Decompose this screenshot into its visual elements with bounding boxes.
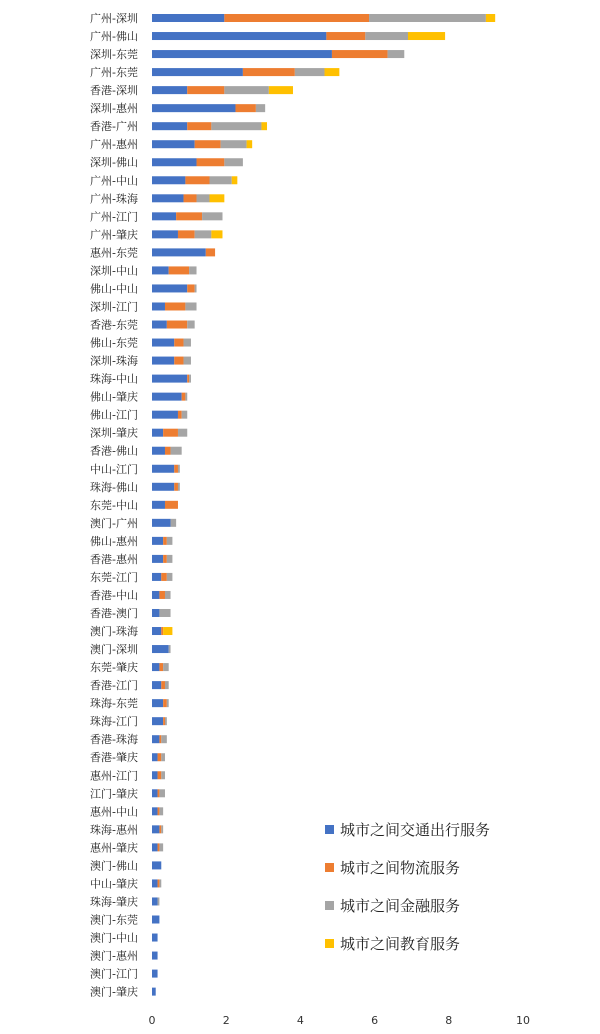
category-label: 广州-深圳	[90, 12, 138, 25]
category-label: 广州-佛山	[90, 30, 138, 44]
category-label: 佛山-惠州	[90, 534, 138, 548]
bar-segment-series-2	[195, 140, 221, 148]
bar-segment-series-1	[152, 897, 158, 905]
bar-segment-series-4	[210, 194, 225, 202]
bar-segment-series-2	[158, 771, 162, 779]
legend-label: 城市之间教育服务	[340, 935, 461, 953]
legend-label: 城市之间金融服务	[340, 897, 461, 915]
category-label: 澳门-东莞	[90, 913, 138, 927]
bar-segment-series-2	[178, 411, 182, 419]
bar-segment-series-3	[159, 789, 165, 797]
bar-segment-series-3	[171, 519, 177, 527]
category-label: 东莞-肇庆	[90, 661, 138, 675]
category-label: 澳门-广州	[90, 516, 138, 530]
bar-segment-series-1	[152, 176, 185, 184]
bar-segment-series-1	[152, 988, 156, 996]
category-label: 澳门-深圳	[90, 643, 138, 657]
bar-segment-series-1	[152, 699, 163, 707]
category-label: 深圳-东莞	[90, 48, 138, 62]
category-label: 澳门-珠海	[90, 625, 138, 639]
legend	[325, 821, 490, 953]
bar-segment-series-2	[187, 122, 211, 130]
bar-segment-series-3	[195, 284, 197, 292]
bar-segment-series-3	[178, 429, 187, 437]
category-label: 深圳-江门	[90, 300, 138, 314]
bar-segment-series-3	[197, 194, 210, 202]
bar-segment-series-2	[158, 843, 160, 851]
bar-segment-series-1	[152, 807, 158, 815]
bar-segment-series-1	[152, 429, 163, 437]
bar-segment-series-1	[152, 122, 187, 130]
bar-segment-series-1	[152, 519, 171, 527]
bar-segment-series-2	[163, 537, 167, 545]
bar-segment-series-2	[174, 465, 178, 473]
bar-segment-series-3	[388, 50, 405, 58]
bar-segment-series-3	[159, 879, 161, 887]
bar-segment-series-3	[169, 645, 171, 653]
category-label: 深圳-珠海	[90, 354, 138, 368]
legend-swatch	[325, 863, 334, 872]
category-label: 惠州-江门	[90, 769, 138, 783]
bar-segment-series-4	[269, 86, 293, 94]
category-label: 珠海-中山	[90, 372, 138, 386]
category-label: 香港-佛山	[90, 444, 138, 458]
bar-segment-series-4	[163, 627, 172, 635]
bar-segment-series-1	[152, 843, 158, 851]
bar-segment-series-2	[161, 681, 165, 689]
category-label: 深圳-中山	[90, 264, 138, 278]
bar-segment-series-4	[261, 122, 267, 130]
bar-segment-series-1	[152, 68, 243, 76]
category-label: 中山-肇庆	[90, 877, 138, 891]
bar-segment-series-2	[159, 663, 163, 671]
bar-segment-series-3	[159, 609, 170, 617]
category-label: 广州-江门	[90, 210, 138, 224]
category-label: 珠海-东莞	[90, 697, 138, 711]
bar-segment-series-1	[152, 555, 163, 563]
bar-segment-series-1	[152, 104, 235, 112]
bar-segment-series-2	[185, 176, 209, 184]
bar-segment-series-1	[152, 302, 165, 310]
category-label: 香港-肇庆	[90, 751, 138, 765]
bar-segment-series-1	[152, 357, 174, 365]
category-label: 广州-珠海	[90, 192, 138, 206]
category-label: 珠海-佛山	[90, 480, 138, 494]
category-label: 惠州-中山	[90, 805, 138, 819]
bar-segment-series-3	[184, 357, 191, 365]
bar-segment-series-1	[152, 825, 159, 833]
bar-segment-series-1	[152, 771, 158, 779]
bar-segment-series-1	[152, 32, 326, 40]
bar-segment-series-2	[332, 50, 388, 58]
bar-segment-series-1	[152, 158, 197, 166]
bar-segment-series-3	[165, 681, 169, 689]
bar-segment-series-2	[197, 158, 225, 166]
bar-segment-series-2	[161, 627, 163, 635]
category-label: 佛山-中山	[90, 282, 138, 296]
bar-segment-series-1	[152, 861, 161, 869]
bar-segment-series-1	[152, 284, 187, 292]
bar-segment-series-3	[165, 591, 171, 599]
bar-segment-series-3	[161, 735, 167, 743]
category-label: 佛山-江门	[90, 408, 138, 422]
category-label: 香港-中山	[90, 588, 138, 602]
bar-segment-series-1	[152, 916, 159, 924]
bar-segment-series-1	[152, 735, 159, 743]
bar-segment-series-2	[163, 699, 167, 707]
bar-segment-series-1	[152, 573, 161, 581]
category-label: 香港-广州	[90, 120, 138, 134]
bar-segment-series-3	[189, 266, 196, 274]
bar-segment-series-1	[152, 140, 195, 148]
bar-segment-series-3	[224, 86, 269, 94]
bar-segment-series-4	[325, 68, 340, 76]
bars-layer	[152, 14, 495, 996]
category-label: 东莞-中山	[90, 498, 138, 512]
bar-segment-series-3	[365, 32, 408, 40]
bar-segment-series-2	[158, 753, 162, 761]
bar-segment-series-2	[187, 375, 189, 383]
category-label: 香港-惠州	[90, 552, 138, 566]
bar-segment-series-3	[167, 699, 169, 707]
bar-segment-series-2	[158, 879, 160, 887]
bar-segment-series-2	[243, 68, 295, 76]
x-tick-label: 8	[445, 1014, 453, 1027]
bar-segment-series-2	[159, 591, 165, 599]
bar-segment-series-2	[159, 825, 161, 833]
bar-segment-series-2	[176, 212, 202, 220]
bar-segment-series-2	[326, 32, 365, 40]
bar-segment-series-1	[152, 411, 178, 419]
category-label: 广州-东莞	[90, 66, 138, 80]
bar-segment-series-2	[161, 573, 167, 581]
bar-segment-series-3	[224, 158, 243, 166]
bar-segment-series-1	[152, 970, 158, 978]
bar-segment-series-2	[184, 194, 197, 202]
category-label: 澳门-肇庆	[90, 985, 138, 999]
bar-segment-series-2	[165, 302, 185, 310]
category-label: 香港-江门	[90, 679, 138, 693]
category-label: 广州-惠州	[90, 138, 138, 152]
bar-segment-series-1	[152, 230, 178, 238]
category-label: 珠海-惠州	[90, 823, 138, 837]
bar-segment-series-2	[187, 86, 224, 94]
bar-segment-series-3	[187, 321, 194, 329]
bar-segment-series-1	[152, 952, 158, 960]
bar-segment-series-3	[167, 537, 173, 545]
category-label: 澳门-中山	[90, 931, 138, 945]
bar-segment-series-1	[152, 465, 174, 473]
bar-segment-series-2	[206, 248, 215, 256]
bar-segment-series-2	[163, 717, 165, 725]
bar-segment-series-2	[174, 357, 183, 365]
bar-segment-series-4	[232, 176, 238, 184]
legend-swatch	[325, 825, 334, 834]
bar-segment-series-3	[182, 411, 188, 419]
category-label: 惠州-东莞	[90, 246, 138, 260]
x-tick-label: 6	[371, 1014, 379, 1027]
legend-swatch	[325, 901, 334, 910]
bar-segment-series-2	[167, 321, 187, 329]
bar-segment-series-3	[165, 717, 167, 725]
category-label: 东莞-江门	[90, 570, 138, 584]
bar-segment-series-4	[211, 230, 222, 238]
bar-segment-series-3	[158, 897, 160, 905]
bar-segment-series-3	[185, 393, 187, 401]
category-label: 香港-珠海	[90, 733, 138, 747]
category-label: 澳门-佛山	[90, 859, 138, 873]
bar-segment-series-3	[178, 483, 180, 491]
bar-segment-series-3	[159, 807, 163, 815]
category-label: 江门-肇庆	[90, 787, 138, 801]
category-label: 澳门-惠州	[90, 949, 138, 963]
bar-segment-series-1	[152, 663, 159, 671]
bar-segment-series-2	[224, 14, 369, 22]
bar-segment-series-1	[152, 212, 176, 220]
category-label: 广州-中山	[90, 174, 138, 188]
category-label: 澳门-江门	[90, 967, 138, 981]
bar-segment-series-3	[221, 140, 247, 148]
bar-segment-series-3	[161, 771, 165, 779]
bar-segment-series-1	[152, 86, 187, 94]
category-label: 香港-东莞	[90, 318, 138, 332]
legend-swatch	[325, 939, 334, 948]
bar-segment-series-3	[202, 212, 222, 220]
bar-segment-series-1	[152, 14, 224, 22]
bar-segment-series-4	[486, 14, 495, 22]
bar-segment-series-3	[195, 230, 212, 238]
category-label: 深圳-惠州	[90, 102, 138, 116]
bar-segment-series-4	[247, 140, 253, 148]
bar-segment-series-1	[152, 627, 161, 635]
bar-segment-series-2	[165, 501, 178, 509]
bar-segment-series-1	[152, 681, 161, 689]
bar-segment-series-3	[189, 375, 191, 383]
bar-segment-series-1	[152, 447, 165, 455]
x-tick-label: 2	[222, 1014, 230, 1027]
category-label: 广州-肇庆	[90, 228, 138, 242]
bar-segment-series-1	[152, 753, 158, 761]
bar-segment-series-1	[152, 645, 169, 653]
bar-segment-series-3	[256, 104, 265, 112]
x-tick-label: 10	[516, 1014, 530, 1027]
bar-segment-series-2	[169, 266, 189, 274]
category-label: 珠海-江门	[90, 715, 138, 729]
bar-segment-series-1	[152, 501, 165, 509]
x-axis	[149, 1014, 531, 1027]
category-label: 深圳-佛山	[90, 156, 138, 170]
category-label: 惠州-肇庆	[90, 841, 138, 855]
bar-segment-series-3	[178, 465, 180, 473]
bar-segment-series-1	[152, 393, 182, 401]
bar-segment-series-2	[235, 104, 255, 112]
bar-segment-series-3	[163, 663, 169, 671]
category-label: 佛山-肇庆	[90, 390, 138, 404]
bar-segment-series-1	[152, 537, 163, 545]
category-label: 佛山-东莞	[90, 336, 138, 350]
x-tick-label: 0	[148, 1014, 156, 1027]
category-label: 珠海-肇庆	[90, 895, 138, 909]
bar-segment-series-4	[408, 32, 445, 40]
bar-segment-series-3	[184, 339, 191, 347]
bar-segment-series-1	[152, 321, 167, 329]
bar-segment-series-2	[178, 230, 195, 238]
bar-segment-series-3	[167, 555, 173, 563]
bar-segment-series-2	[174, 339, 183, 347]
bar-segment-series-3	[167, 573, 173, 581]
bar-segment-series-1	[152, 591, 159, 599]
bar-segment-series-1	[152, 266, 169, 274]
category-labels	[90, 11, 138, 999]
bar-segment-series-2	[174, 483, 178, 491]
bar-segment-series-2	[182, 393, 186, 401]
bar-segment-series-1	[152, 717, 163, 725]
bar-segment-series-2	[163, 429, 178, 437]
x-tick-label: 4	[296, 1014, 304, 1027]
bar-segment-series-2	[158, 789, 160, 797]
bar-segment-series-3	[161, 825, 163, 833]
bar-segment-series-1	[152, 339, 174, 347]
bar-segment-series-3	[171, 447, 182, 455]
bar-segment-series-1	[152, 483, 174, 491]
bar-segment-series-2	[158, 807, 160, 815]
legend-label: 城市之间物流服务	[340, 859, 461, 877]
bar-segment-series-3	[161, 753, 165, 761]
category-label: 中山-江门	[90, 462, 138, 476]
bar-segment-series-1	[152, 934, 158, 942]
bar-segment-series-1	[152, 609, 159, 617]
category-label: 深圳-肇庆	[90, 426, 138, 440]
bar-segment-series-3	[159, 843, 163, 851]
bar-segment-series-3	[295, 68, 325, 76]
category-label: 香港-深圳	[90, 84, 138, 98]
bar-segment-series-2	[163, 555, 167, 563]
bar-segment-series-2	[165, 447, 171, 455]
bar-segment-series-1	[152, 375, 187, 383]
legend-label: 城市之间交通出行服务	[340, 821, 491, 839]
bar-segment-series-1	[152, 50, 332, 58]
bar-segment-series-3	[211, 122, 261, 130]
bar-segment-series-3	[210, 176, 232, 184]
category-label: 香港-澳门	[90, 606, 138, 620]
bar-segment-series-1	[152, 248, 206, 256]
bar-segment-series-1	[152, 789, 158, 797]
bar-segment-series-1	[152, 194, 184, 202]
bar-segment-series-2	[159, 735, 161, 743]
bar-segment-series-3	[185, 302, 196, 310]
bar-segment-series-1	[152, 879, 158, 887]
bar-segment-series-2	[187, 284, 194, 292]
bar-segment-series-3	[369, 14, 486, 22]
